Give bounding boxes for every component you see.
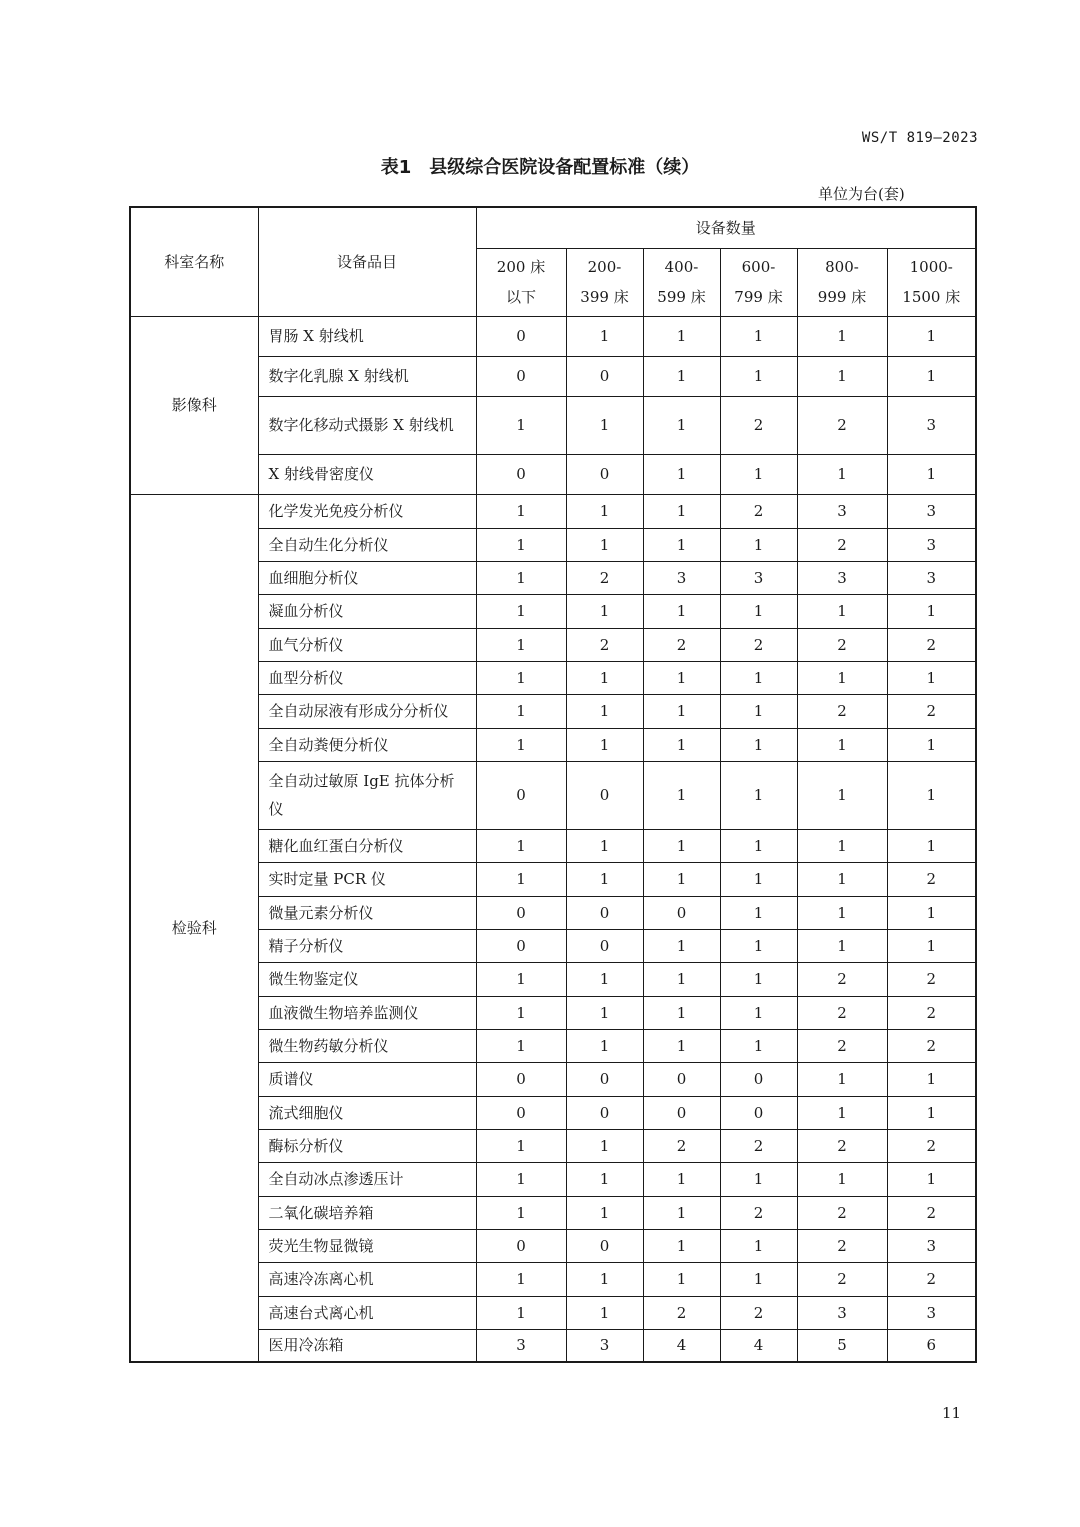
quantity-cell: 1 <box>797 454 887 494</box>
table-title <box>0 153 1080 179</box>
quantity-cell: 0 <box>566 896 643 929</box>
quantity-cell: 2 <box>797 962 887 996</box>
quantity-cell: 0 <box>720 1062 797 1096</box>
quantity-cell: 1 <box>887 761 976 829</box>
equipment-name-cell: 流式细胞仪 <box>258 1096 476 1129</box>
quantity-cell: 1 <box>643 1162 720 1196</box>
bed-range-header <box>566 248 643 316</box>
bed-range-label-line: 600- <box>741 258 776 276</box>
quantity-cell: 1 <box>720 728 797 761</box>
equipment-name-cell: 微生物药敏分析仪 <box>258 1029 476 1062</box>
quantity-cell: 1 <box>566 962 643 996</box>
bed-range-label-line: 以下 <box>505 288 536 306</box>
quantity-cell: 1 <box>797 356 887 396</box>
quantity-cell: 1 <box>566 728 643 761</box>
bed-range-header <box>643 248 720 316</box>
unit-note: 单位为台(套) <box>818 185 905 203</box>
quantity-cell: 2 <box>887 962 976 996</box>
quantity-cell: 1 <box>643 316 720 356</box>
quantity-cell: 1 <box>566 1129 643 1162</box>
quantity-cell: 1 <box>797 862 887 896</box>
table-body <box>130 316 976 1362</box>
quantity-cell: 1 <box>887 356 976 396</box>
quantity-cell: 2 <box>887 996 976 1029</box>
quantity-cell: 0 <box>566 454 643 494</box>
quantity-cell: 0 <box>476 1062 566 1096</box>
quantity-cell: 2 <box>797 396 887 454</box>
equipment-name-cell: 全自动过敏原 IgE 抗体分析仪 <box>258 761 476 829</box>
quantity-cell: 0 <box>566 761 643 829</box>
quantity-cell: 1 <box>643 661 720 694</box>
bed-range-header <box>797 248 887 316</box>
quantity-cell: 2 <box>797 1229 887 1262</box>
quantity-cell: 1 <box>887 896 976 929</box>
quantity-cell: 1 <box>720 1262 797 1296</box>
quantity-cell: 1 <box>476 396 566 454</box>
quantity-cell: 1 <box>566 1196 643 1229</box>
quantity-cell: 2 <box>643 1296 720 1329</box>
quantity-cell: 2 <box>797 1129 887 1162</box>
quantity-cell: 1 <box>720 996 797 1029</box>
quantity-cell: 1 <box>797 1062 887 1096</box>
equipment-name-cell: 质谱仪 <box>258 1062 476 1096</box>
quantity-cell: 0 <box>476 1229 566 1262</box>
quantity-cell: 2 <box>887 1196 976 1229</box>
equipment-name-cell: 高速台式离心机 <box>258 1296 476 1329</box>
quantity-cell: 1 <box>720 1229 797 1262</box>
equipment-name-cell: 全自动生化分析仪 <box>258 528 476 561</box>
quantity-cell: 3 <box>887 396 976 454</box>
quantity-cell: 0 <box>643 1062 720 1096</box>
quantity-cell: 1 <box>476 1162 566 1196</box>
item-column-header: 设备品目 <box>258 207 476 316</box>
quantity-cell: 3 <box>797 494 887 528</box>
equipment-name-cell: 微量元素分析仪 <box>258 896 476 929</box>
department-column-header: 科室名称 <box>130 207 258 316</box>
quantity-cell: 0 <box>566 929 643 962</box>
quantity-cell: 1 <box>476 594 566 628</box>
quantity-cell: 2 <box>720 628 797 661</box>
quantity-cell: 2 <box>720 1296 797 1329</box>
quantity-cell: 1 <box>720 316 797 356</box>
quantity-cell: 2 <box>797 694 887 728</box>
bed-range-label-line: 1500 床 <box>902 288 961 306</box>
quantity-cell: 1 <box>720 528 797 561</box>
department-cell: 检验科 <box>130 494 258 1362</box>
quantity-cell: 1 <box>643 494 720 528</box>
quantity-cell: 1 <box>566 862 643 896</box>
quantity-cell: 1 <box>566 996 643 1029</box>
quantity-cell: 1 <box>720 356 797 396</box>
quantity-cell: 1 <box>797 1096 887 1129</box>
quantity-cell: 0 <box>476 896 566 929</box>
quantity-cell: 1 <box>887 454 976 494</box>
quantity-cell: 1 <box>797 1162 887 1196</box>
equipment-name-cell: 荧光生物显微镜 <box>258 1229 476 1262</box>
equipment-name-cell: 全自动尿液有形成分分析仪 <box>258 694 476 728</box>
quantity-cell: 1 <box>720 761 797 829</box>
equipment-name-cell: 化学发光免疫分析仪 <box>258 494 476 528</box>
quantity-cell: 1 <box>566 594 643 628</box>
quantity-cell: 0 <box>643 896 720 929</box>
quantity-cell: 1 <box>720 1029 797 1062</box>
standard-code: WS/T 819—2023 <box>861 130 978 146</box>
equipment-name-cell: 血液微生物培养监测仪 <box>258 996 476 1029</box>
quantity-cell: 1 <box>720 454 797 494</box>
quantity-cell: 1 <box>476 628 566 661</box>
quantity-cell: 1 <box>566 1296 643 1329</box>
bed-range-header <box>887 248 976 316</box>
quantity-cell: 1 <box>887 1162 976 1196</box>
department-cell: 影像科 <box>130 316 258 494</box>
table-header <box>130 207 976 316</box>
table-row <box>130 316 976 356</box>
quantity-cell: 1 <box>720 896 797 929</box>
quantity-cell: 1 <box>476 829 566 862</box>
quantity-cell: 1 <box>643 962 720 996</box>
quantity-cell: 2 <box>887 1129 976 1162</box>
quantity-cell: 2 <box>643 628 720 661</box>
quantity-cell: 0 <box>566 356 643 396</box>
quantity-cell: 1 <box>887 728 976 761</box>
quantity-cell: 1 <box>476 1129 566 1162</box>
quantity-cell: 3 <box>887 528 976 561</box>
quantity-cell: 1 <box>643 1262 720 1296</box>
equipment-name-cell: 糖化血红蛋白分析仪 <box>258 829 476 862</box>
quantity-cell: 1 <box>566 694 643 728</box>
equipment-name-cell: 酶标分析仪 <box>258 1129 476 1162</box>
quantity-cell: 1 <box>643 1029 720 1062</box>
quantity-cell: 1 <box>797 661 887 694</box>
quantity-cell: 1 <box>566 829 643 862</box>
quantity-cell: 1 <box>476 1262 566 1296</box>
quantity-cell: 1 <box>643 356 720 396</box>
quantity-cell: 1 <box>797 728 887 761</box>
quantity-cell: 1 <box>643 829 720 862</box>
equipment-name-cell: 精子分析仪 <box>258 929 476 962</box>
quantity-cell: 2 <box>797 996 887 1029</box>
quantity-cell: 1 <box>566 1029 643 1062</box>
quantity-cell: 0 <box>476 356 566 396</box>
quantity-group-header: 设备数量 <box>476 207 976 248</box>
bed-range-header <box>476 248 566 316</box>
quantity-cell: 1 <box>643 996 720 1029</box>
quantity-cell: 1 <box>720 929 797 962</box>
quantity-cell: 1 <box>476 1196 566 1229</box>
quantity-cell: 6 <box>887 1329 976 1362</box>
quantity-cell: 0 <box>720 1096 797 1129</box>
quantity-cell: 1 <box>566 396 643 454</box>
bed-range-header <box>720 248 797 316</box>
table-title-text: 县级综合医院设备配置标准（续） <box>429 157 700 178</box>
table-row <box>130 494 976 528</box>
equipment-name-cell: 二氧化碳培养箱 <box>258 1196 476 1229</box>
quantity-cell: 1 <box>476 1029 566 1062</box>
quantity-cell: 1 <box>797 929 887 962</box>
equipment-name-cell: 血细胞分析仪 <box>258 561 476 594</box>
bed-range-label-line: 200 床 <box>496 258 546 276</box>
quantity-cell: 1 <box>476 528 566 561</box>
bed-range-label-line: 599 床 <box>657 288 706 306</box>
equipment-name-cell: 数字化移动式摄影 X 射线机 <box>258 396 476 454</box>
bed-range-label-line: 400- <box>664 258 699 276</box>
quantity-cell: 4 <box>643 1329 720 1362</box>
equipment-name-cell: 高速冷冻离心机 <box>258 1262 476 1296</box>
quantity-cell: 1 <box>720 829 797 862</box>
quantity-cell: 2 <box>566 628 643 661</box>
quantity-cell: 1 <box>476 728 566 761</box>
quantity-cell: 1 <box>887 1062 976 1096</box>
quantity-cell: 1 <box>476 494 566 528</box>
quantity-cell: 1 <box>720 694 797 728</box>
equipment-name-cell: 全自动冰点渗透压计 <box>258 1162 476 1196</box>
quantity-cell: 2 <box>887 862 976 896</box>
quantity-cell: 2 <box>797 528 887 561</box>
quantity-cell: 3 <box>887 1296 976 1329</box>
quantity-cell: 2 <box>887 694 976 728</box>
quantity-cell: 1 <box>643 1196 720 1229</box>
quantity-cell: 1 <box>476 962 566 996</box>
quantity-cell: 3 <box>887 494 976 528</box>
quantity-cell: 1 <box>797 594 887 628</box>
equipment-name-cell: 血气分析仪 <box>258 628 476 661</box>
quantity-cell: 1 <box>720 1162 797 1196</box>
quantity-cell: 1 <box>887 316 976 356</box>
equipment-name-cell: 实时定量 PCR 仪 <box>258 862 476 896</box>
quantity-cell: 2 <box>643 1129 720 1162</box>
quantity-cell: 1 <box>720 661 797 694</box>
quantity-cell: 0 <box>476 929 566 962</box>
equipment-name-cell: 数字化乳腺 X 射线机 <box>258 356 476 396</box>
quantity-cell: 1 <box>643 761 720 829</box>
quantity-cell: 0 <box>476 761 566 829</box>
quantity-cell: 2 <box>720 1129 797 1162</box>
quantity-cell: 0 <box>566 1062 643 1096</box>
quantity-cell: 0 <box>476 1096 566 1129</box>
quantity-cell: 1 <box>643 728 720 761</box>
quantity-cell: 1 <box>643 694 720 728</box>
equipment-name-cell: X 射线骨密度仪 <box>258 454 476 494</box>
quantity-cell: 1 <box>476 661 566 694</box>
quantity-cell: 4 <box>720 1329 797 1362</box>
quantity-cell: 1 <box>797 829 887 862</box>
quantity-cell: 1 <box>566 1262 643 1296</box>
quantity-cell: 2 <box>720 494 797 528</box>
quantity-cell: 2 <box>887 628 976 661</box>
quantity-cell: 5 <box>797 1329 887 1362</box>
quantity-cell: 3 <box>887 561 976 594</box>
quantity-cell: 1 <box>720 594 797 628</box>
quantity-cell: 0 <box>643 1096 720 1129</box>
equipment-name-cell: 医用冷冻箱 <box>258 1329 476 1362</box>
quantity-cell: 1 <box>476 1296 566 1329</box>
quantity-cell: 0 <box>566 1229 643 1262</box>
quantity-cell: 1 <box>643 454 720 494</box>
quantity-cell: 2 <box>797 628 887 661</box>
quantity-cell: 3 <box>797 561 887 594</box>
quantity-cell: 1 <box>643 929 720 962</box>
quantity-cell: 1 <box>476 694 566 728</box>
quantity-cell: 0 <box>566 1096 643 1129</box>
quantity-cell: 1 <box>566 661 643 694</box>
quantity-cell: 1 <box>797 896 887 929</box>
quantity-cell: 3 <box>797 1296 887 1329</box>
quantity-cell: 1 <box>476 862 566 896</box>
quantity-cell: 1 <box>643 594 720 628</box>
quantity-cell: 0 <box>476 454 566 494</box>
quantity-cell: 2 <box>797 1196 887 1229</box>
quantity-cell: 1 <box>720 862 797 896</box>
quantity-cell: 1 <box>797 316 887 356</box>
quantity-cell: 2 <box>720 396 797 454</box>
quantity-cell: 1 <box>797 761 887 829</box>
quantity-cell: 1 <box>887 594 976 628</box>
quantity-cell: 1 <box>887 661 976 694</box>
bed-range-label-line: 799 床 <box>734 288 783 306</box>
equipment-name-cell: 凝血分析仪 <box>258 594 476 628</box>
quantity-cell: 3 <box>476 1329 566 1362</box>
quantity-cell: 2 <box>720 1196 797 1229</box>
bed-range-label-line: 200- <box>587 258 622 276</box>
quantity-cell: 3 <box>887 1229 976 1262</box>
quantity-cell: 1 <box>643 396 720 454</box>
quantity-cell: 1 <box>643 1229 720 1262</box>
bed-range-label-line: 1000- <box>909 258 953 276</box>
quantity-cell: 2 <box>887 1029 976 1062</box>
quantity-cell: 1 <box>476 996 566 1029</box>
quantity-cell: 3 <box>566 1329 643 1362</box>
equipment-table <box>129 206 977 1363</box>
equipment-name-cell: 胃肠 X 射线机 <box>258 316 476 356</box>
equipment-name-cell: 微生物鉴定仪 <box>258 962 476 996</box>
quantity-cell: 1 <box>887 929 976 962</box>
quantity-cell: 1 <box>566 1162 643 1196</box>
quantity-cell: 1 <box>887 829 976 862</box>
quantity-cell: 3 <box>720 561 797 594</box>
quantity-cell: 1 <box>566 494 643 528</box>
equipment-name-cell: 血型分析仪 <box>258 661 476 694</box>
quantity-cell: 1 <box>720 962 797 996</box>
quantity-cell: 1 <box>566 316 643 356</box>
quantity-cell: 1 <box>643 528 720 561</box>
quantity-cell: 2 <box>887 1262 976 1296</box>
page-number: 11 <box>942 1404 962 1422</box>
quantity-cell: 1 <box>887 1096 976 1129</box>
quantity-cell: 0 <box>476 316 566 356</box>
quantity-cell: 1 <box>476 561 566 594</box>
quantity-cell: 1 <box>566 528 643 561</box>
bed-range-label-line: 999 床 <box>817 288 867 306</box>
quantity-cell: 2 <box>566 561 643 594</box>
bed-range-label-line: 399 床 <box>580 288 629 306</box>
quantity-cell: 2 <box>797 1029 887 1062</box>
quantity-cell: 1 <box>643 862 720 896</box>
bed-range-label-line: 800- <box>825 258 859 276</box>
quantity-cell: 2 <box>797 1262 887 1296</box>
quantity-cell: 3 <box>643 561 720 594</box>
table-number: 表1 <box>380 157 412 178</box>
equipment-name-cell: 全自动粪便分析仪 <box>258 728 476 761</box>
